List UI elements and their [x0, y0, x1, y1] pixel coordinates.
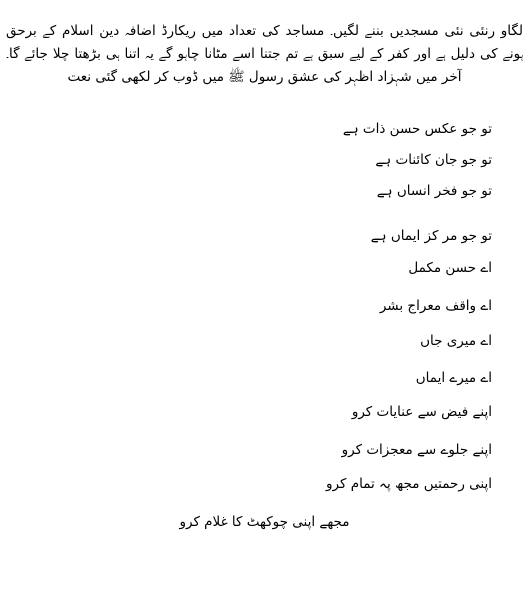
intro-paragraph: لگاو رنئی نئی مسجدیں بننے لگیں۔ مساجد کی تعداد میں ریکارڈ اضافہ دین اسلام کے برحق ہونے کی دلیل ہے اور کفر کے لیے سبق ہے تم جتنا اسے مٹانا چاہو گے یہ اتنا ہی بڑھتا چلا جائے گا۔ آخر میں شہزاد اظہر کی عشق رسول ﷺ میں ڈوب کر لکھی گئی نعت — [6, 22, 523, 85]
verse-line-8: اے میرے ایماں — [415, 370, 492, 386]
verse-line-2: تو جو جان کائنات ہے — [375, 152, 492, 168]
verse-line-6: اے واقف معراج بشر — [379, 298, 492, 314]
verse-line-3: تو جو فخر انساں ہے — [376, 183, 492, 199]
verse-line-10: اپنے جلوے سے معجزات کرو — [341, 442, 492, 458]
verse-line-4: تو جو مر کز ایماں ہے — [370, 228, 492, 244]
closing-line: مجھے اپنی چوکھٹ کا غلام کرو — [179, 514, 350, 530]
verse-line-7: اے میری جاں — [420, 333, 492, 349]
verse-line-1: تو جو عکس حسن ذات ہے — [342, 121, 492, 137]
verse-line-11: اپنی رحمتیں مجھ پہ تمام کرو — [326, 476, 492, 492]
verse-line-9: اپنے فیض سے عنایات کرو — [351, 404, 492, 420]
verse-line-5: اے حسن مکمل — [408, 260, 492, 276]
